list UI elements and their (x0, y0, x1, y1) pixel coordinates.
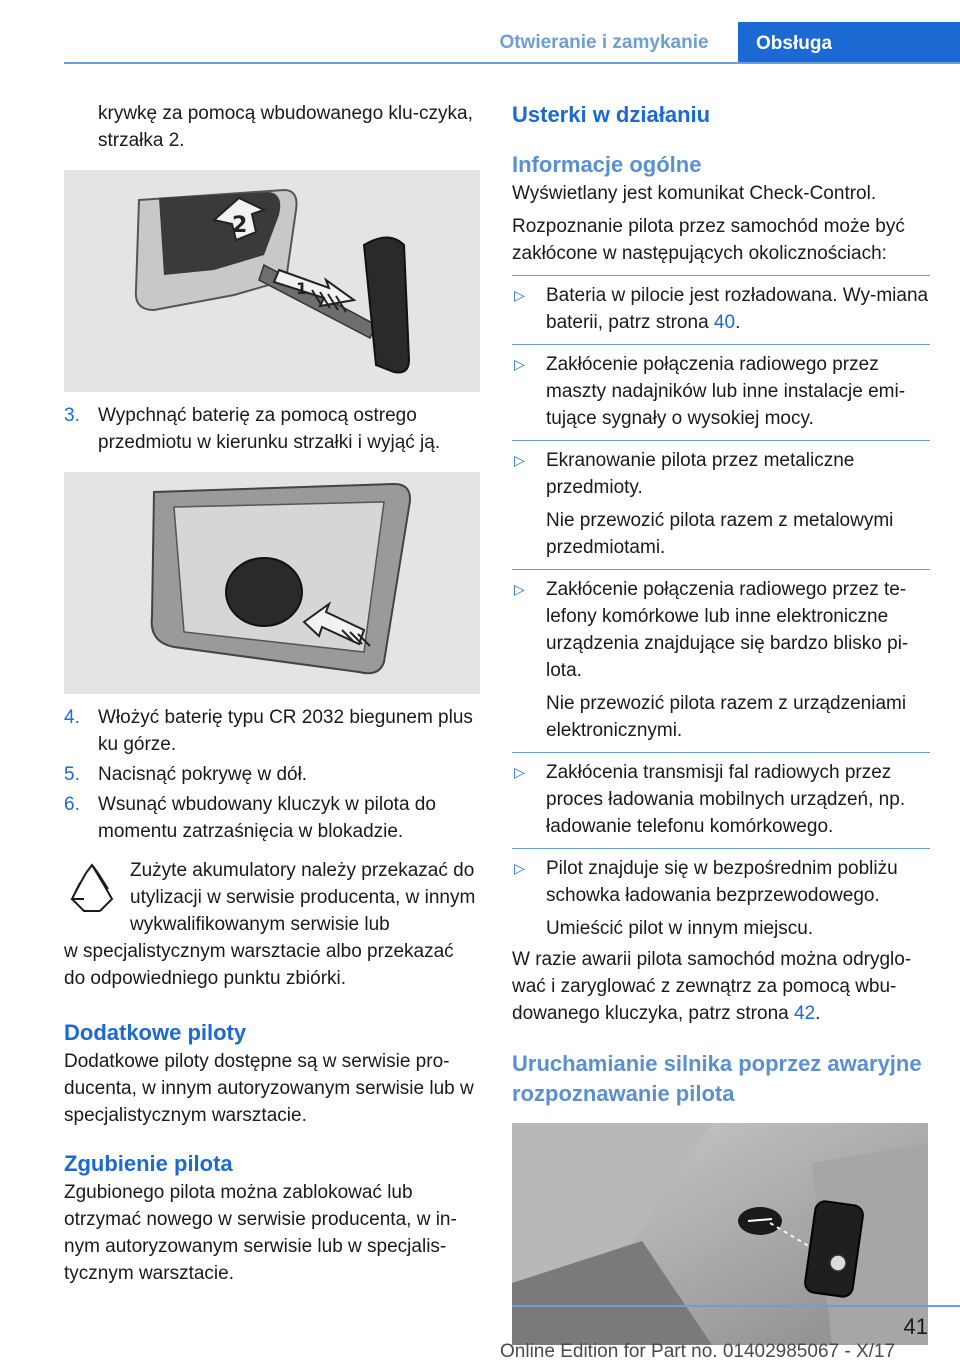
step-number: 5. (64, 764, 80, 785)
figure-emergency-start (512, 1123, 928, 1345)
bullet-item (512, 345, 930, 440)
bullet-note: Nie przewozić pilota razem z metalowymi przedmiotami. (546, 510, 894, 558)
lost-remote-text: Zgubionego pilota można zablokować lub otrzymać nowego w serwisie producenta, w in-nym autoryzowanym serwisie lub w specjalis-tycznym warsztacie. (64, 1182, 457, 1284)
bullet-text: Bateria w pilocie jest rozładowana. Wy-miana baterii, patrz strona 40. (546, 285, 929, 333)
recycle-text-b: w specjalistycznym warsztacie albo przekazać do odpowiedniego punktu zbiórki. (64, 941, 454, 989)
header-rule (64, 62, 960, 64)
left-column (64, 100, 480, 1287)
bullet-icon: ▷ (514, 356, 525, 372)
step-number: 4. (64, 707, 80, 728)
step-number: 3. (64, 405, 80, 426)
step-3 (64, 402, 480, 456)
bullet-text: Zakłócenia transmisji fal radiowych przez proces ładowania mobilnych urządzeń, np. ładowanie telefonu komórkowego. (546, 762, 906, 837)
bullet-item (512, 753, 930, 848)
bullet-text: Ekranowanie pilota przez metaliczne przedmioty. (546, 450, 855, 498)
emergency-start-illustration (512, 1123, 928, 1345)
right-column (512, 100, 930, 1345)
bullet-text: Zakłócenie połączenia radiowego przez maszty nadajników lub inne instalacje emi-tujące sygnały o wysokiej mocy. (546, 354, 906, 429)
svg-text:2: 2 (232, 213, 248, 238)
bullet-note: Nie przewozić pilota razem z urządzeniami elektronicznymi. (546, 693, 907, 741)
intro-text: krywkę za pomocą wbudowanego klu-czyka, strzałka 2. (98, 103, 473, 151)
bullet-icon: ▷ (514, 860, 525, 876)
faults-heading: Usterki w działaniu (512, 102, 711, 127)
emergency-start-heading: Uruchamianie silnika poprzez awaryjne rozpoznawanie pilota (512, 1051, 922, 1106)
page-link-40[interactable]: 40 (713, 312, 736, 333)
step-text: Wsunąć wbudowany kluczyk w pilota do momentu zatrzaśnięcia w blokadzie. (98, 794, 436, 842)
bullet-note: Umieścić pilot w innym miejscu. (546, 918, 814, 939)
header-section-title: Otwieranie i zamykanie (499, 31, 709, 53)
step-text: Nacisnąć pokrywę w dół. (98, 764, 308, 785)
general-info-heading: Informacje ogólne (512, 152, 702, 177)
header-chapter-tab: Obsługa (738, 22, 960, 64)
extra-remotes-text: Dodatkowe piloty dostępne są w serwisie pro-ducenta, w innym autoryzowanym serwisie lub w specjalistycznym warsztacie. (64, 1051, 474, 1126)
figure-key-cover-removal (64, 170, 480, 392)
lost-remote-heading: Zgubienie pilota (64, 1151, 233, 1176)
battery-removal-illustration (64, 472, 480, 694)
extra-remotes-heading: Dodatkowe piloty (64, 1020, 247, 1045)
recycle-text-a: Zużyte akumulatory należy przekazać do utylizacji w serwisie producenta, w innym wykwalifikowanym serwisie lub (130, 860, 476, 935)
key-cover-illustration (64, 170, 480, 392)
emergency-paragraph: W razie awarii pilota samochód można odryglo-wać i zaryglować z zewnątrz za pomocą wbu-dowanego kluczyka, patrz strona 42. (512, 949, 912, 1024)
bullet-text: Zakłócenie połączenia radiowego przez te-lefony komórkowe lub inne elektroniczne urządzenia znajdujące się bardzo blisko pi-lota. (546, 579, 909, 681)
recycle-icon (64, 857, 130, 938)
step-number: 6. (64, 794, 80, 815)
bullet-text: Pilot znajduje się w bezpośrednim pobliżu schowka ładowania bezprzewodowego. (546, 858, 898, 906)
recycle-notice (64, 857, 480, 938)
bullet-item (512, 441, 930, 569)
bullet-icon: ▷ (514, 452, 525, 468)
footer-rule (512, 1305, 960, 1307)
svg-text:1: 1 (296, 279, 308, 298)
bullet-icon: ▷ (514, 581, 525, 597)
info-paragraph-1: Wyświetlany jest komunikat Check-Control. (512, 183, 877, 204)
bullet-item (512, 570, 930, 752)
step-4 (64, 704, 480, 758)
bullet-icon: ▷ (514, 764, 525, 780)
step-text: Wypchnąć baterię za pomocą ostrego przedmiotu w kierunku strzałki i wyjąć ją. (98, 405, 441, 453)
bullet-item (512, 276, 930, 344)
figure-battery-removal (64, 472, 480, 694)
bullet-icon: ▷ (514, 287, 525, 303)
info-paragraph-2: Rozpoznanie pilota przez samochód może być zakłócone w następujących okolicznościach: (512, 216, 905, 264)
page-number: 41 (903, 1314, 928, 1339)
page-link-42[interactable]: 42 (794, 1003, 816, 1024)
bullet-item (512, 849, 930, 946)
step-text: Włożyć baterię typu CR 2032 biegunem plus ku górze. (98, 707, 473, 755)
step-6 (64, 791, 480, 845)
footer-edition: Online Edition for Part no. 01402985067 - X/17 (500, 1341, 896, 1362)
step-5 (64, 761, 480, 788)
